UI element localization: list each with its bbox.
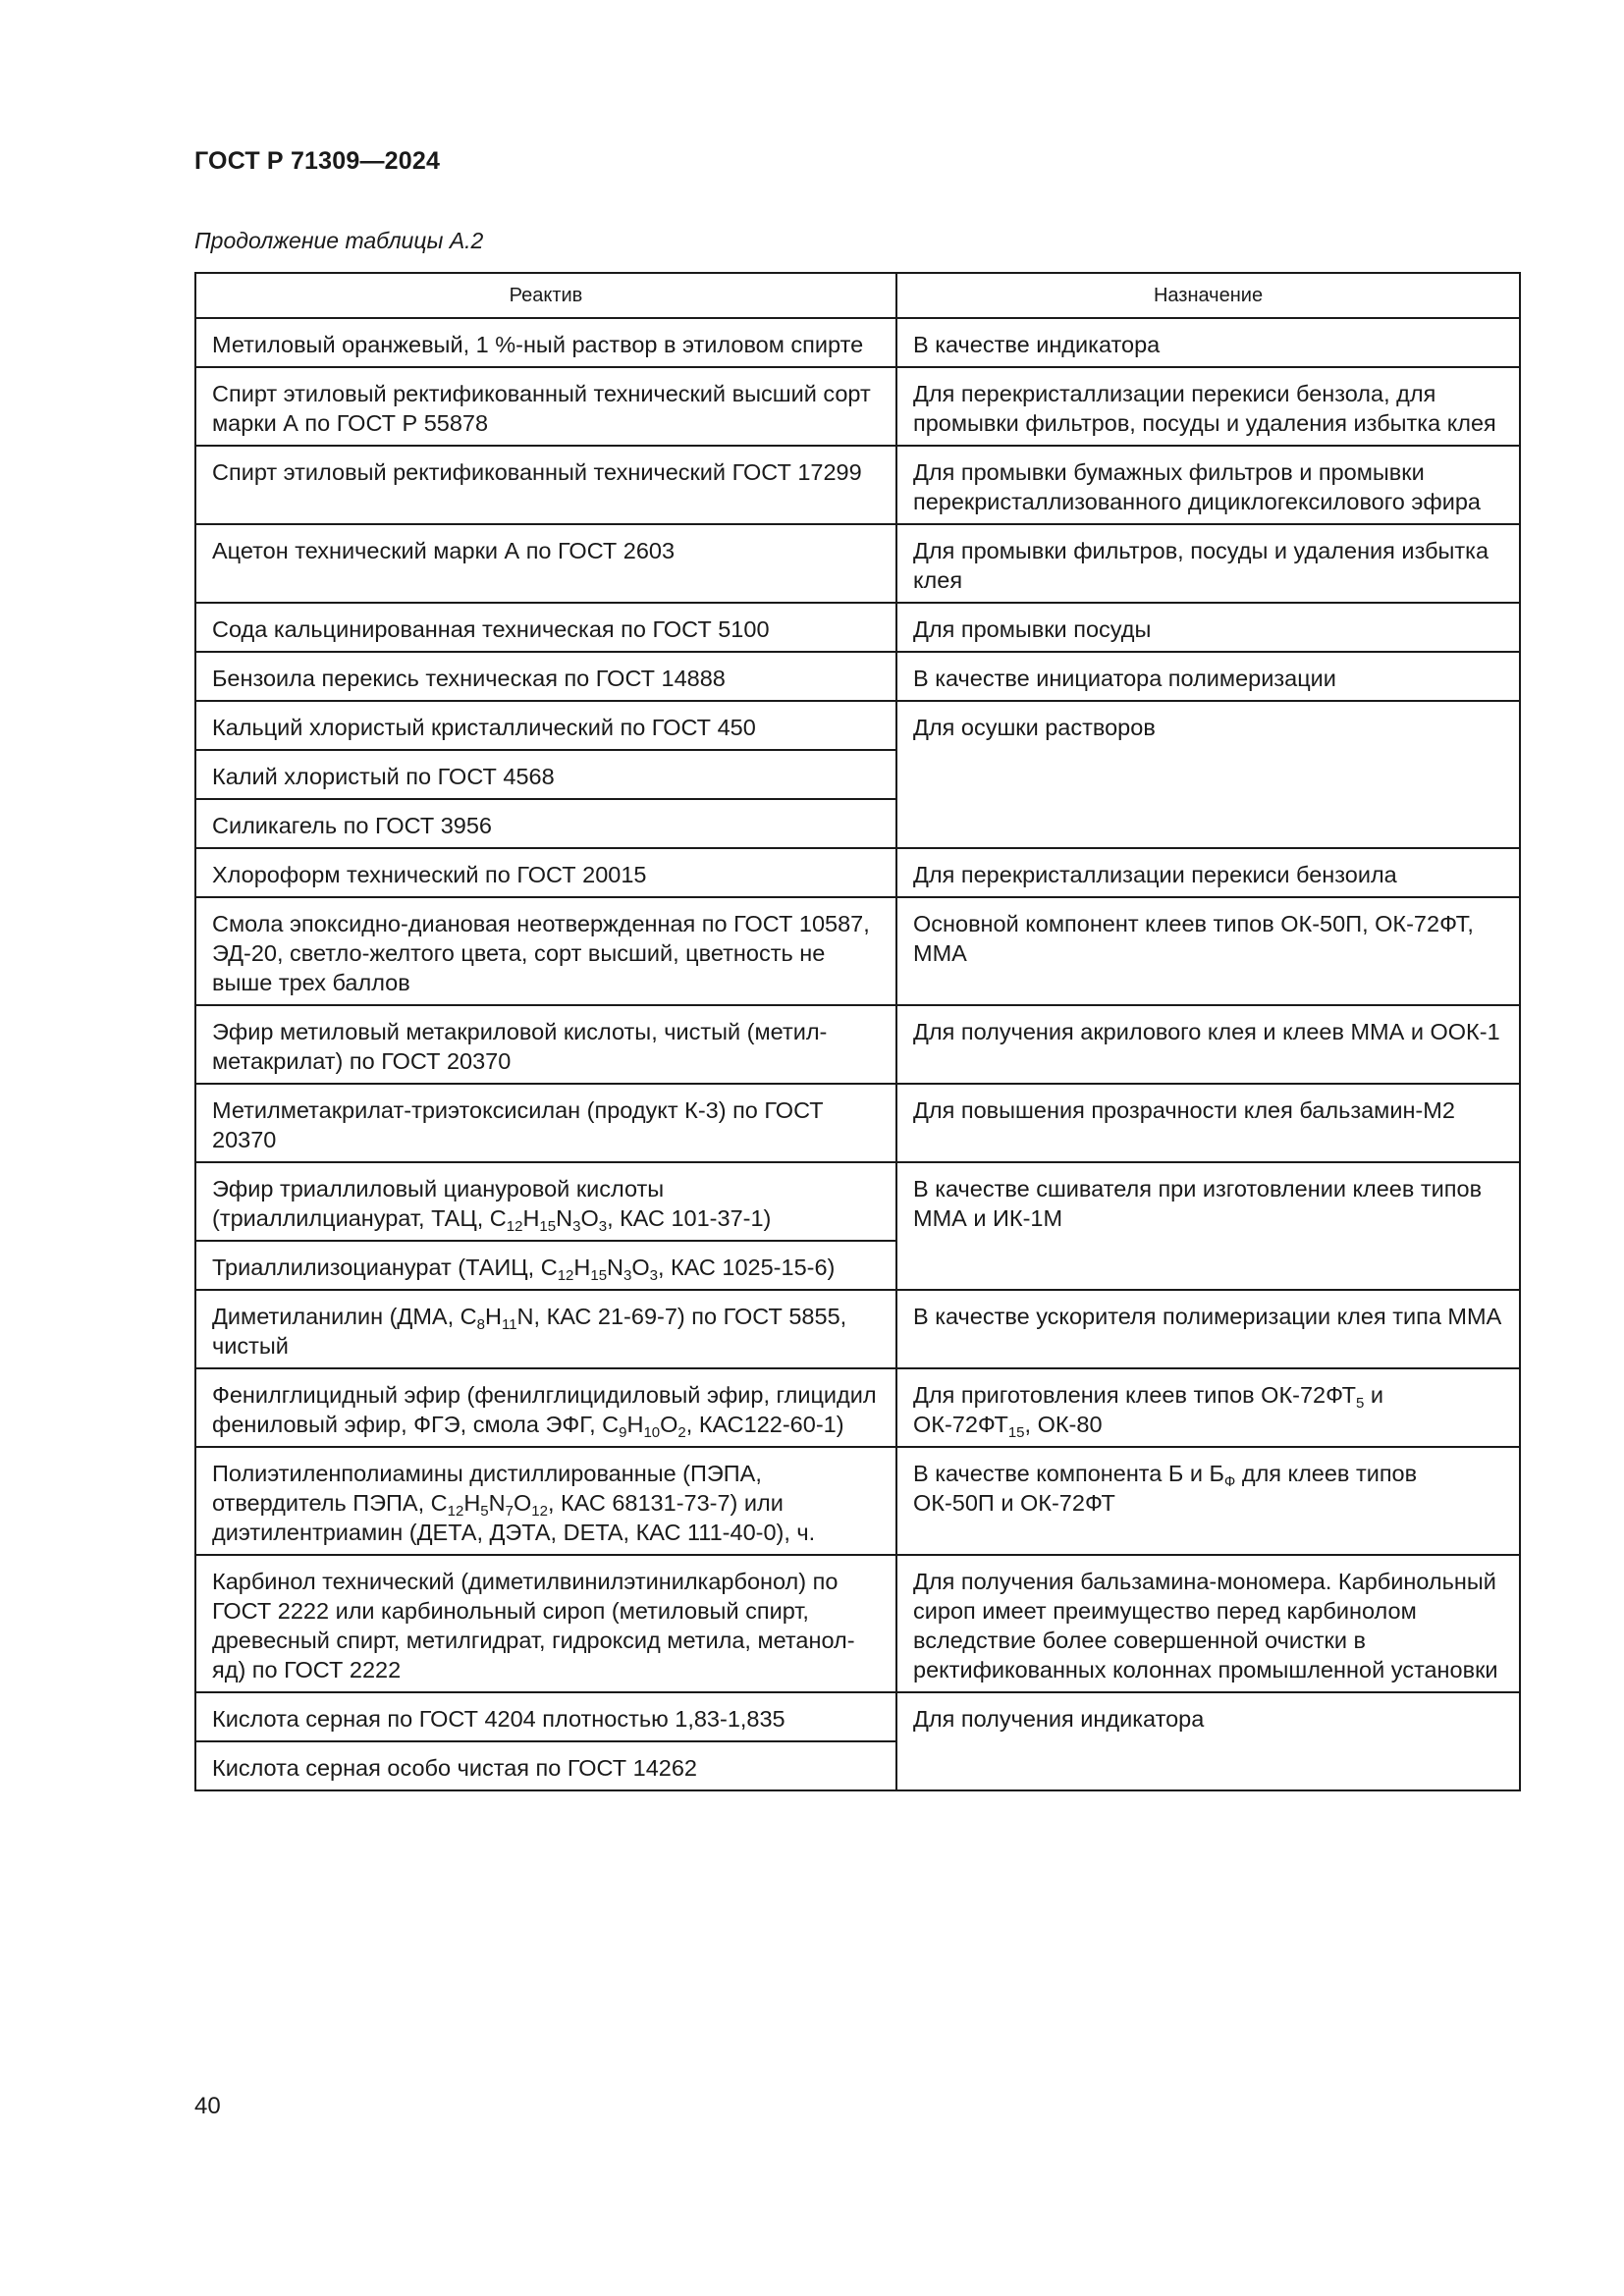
purpose-cell: Для промывки бумажных фильтров и промывки перекристаллизованного дициклогексилового эфира: [896, 446, 1520, 524]
reagents-table: [194, 272, 1521, 1791]
table-row: [195, 701, 1520, 750]
purpose-cell: Основной компонент клеев типов ОК-50П, ОК-72ФТ, ММА: [896, 897, 1520, 1005]
table-row: [195, 1162, 1520, 1241]
table-row: [195, 524, 1520, 603]
reagent-cell: Полиэтиленполиамины дистиллированные (ПЭПА, отвердитель ПЭПА, $C_{12}H_5N_7O_{12}$, КАС 68131-73-7) или диэтилентриамин (ДЕТА, ДЭТА, DETA, КАС 111-40-0), ч.: [195, 1447, 896, 1555]
reagent-cell: Метиловый оранжевый, 1 %-ный раствор в этиловом спирте: [195, 318, 896, 367]
reagent-cell: Хлороформ технический по ГОСТ 20015: [195, 848, 896, 897]
reagent-cell: Эфир метиловый метакриловой кислоты, чистый (метил-метакрилат) по ГОСТ 20370: [195, 1005, 896, 1084]
reagent-cell: Фенилглицидный эфир (фенилглицидиловый эфир, глицидил фениловый эфир, ФГЭ, смола ЭФГ, $C_9H_{10}O_2$, КАС122-60-1): [195, 1368, 896, 1447]
purpose-cell: В качестве индикатора: [896, 318, 1520, 367]
table-row: [195, 318, 1520, 367]
table-row: [195, 1368, 1520, 1447]
purpose-cell: В качестве инициатора полимеризации: [896, 652, 1520, 701]
purpose-cell: В качестве ускорителя полимеризации клея типа ММА: [896, 1290, 1520, 1368]
reagent-cell: Ацетон технический марки А по ГОСТ 2603: [195, 524, 896, 603]
table-row: [195, 1290, 1520, 1368]
purpose-cell: Для повышения прозрачности клея бальзамин-М2: [896, 1084, 1520, 1162]
table-row: [195, 446, 1520, 524]
reagent-cell: Карбинол технический (диметилвинилэтинилкарбонол) по ГОСТ 2222 или карбинольный сироп (метиловый спирт, древесный спирт, метилгидрат, гидроксид метила, метанол-яд) по ГОСТ 2222: [195, 1555, 896, 1692]
reagent-cell: Кислота серная по ГОСТ 4204 плотностью 1,83-1,835: [195, 1692, 896, 1741]
table-caption: Продолжение таблицы А.2: [194, 228, 484, 253]
table-row: [195, 1555, 1520, 1692]
reagent-cell: Метилметакрилат-триэтоксисилан (продукт К-3) по ГОСТ 20370: [195, 1084, 896, 1162]
reagent-cell: Смола эпоксидно-диановая неотвержденная по ГОСТ 10587, ЭД-20, светло-желтого цвета, сорт высший, цветность не выше трех баллов: [195, 897, 896, 1005]
purpose-cell: В качестве сшивателя при изготовлении клеев типов ММА и ИК-1М: [896, 1162, 1520, 1290]
table-row: [195, 1447, 1520, 1555]
page-number: 40: [194, 2093, 221, 2119]
purpose-cell: Для осушки растворов: [896, 701, 1520, 848]
purpose-cell: Для приготовления клеев типов $ОК-72ФТ_5$ и $ОК-72ФТ_{15}$, ОК-80: [896, 1368, 1520, 1447]
table-row: [195, 1692, 1520, 1741]
reagent-cell: Кислота серная особо чистая по ГОСТ 14262: [195, 1741, 896, 1790]
reagent-cell: Эфир триаллиловый циануровой кислоты (триаллилцианурат, ТАЦ, $C_{12}H_{15}N_3O_3$, КАС 101-37-1): [195, 1162, 896, 1241]
table-row: [195, 1084, 1520, 1162]
document-header: ГОСТ Р 71309—2024: [194, 147, 441, 175]
purpose-cell: Для перекристаллизации перекиси бензола, для промывки фильтров, посуды и удаления избытка клея: [896, 367, 1520, 446]
purpose-cell: Для перекристаллизации перекиси бензоила: [896, 848, 1520, 897]
purpose-cell: Для получения индикатора: [896, 1692, 1520, 1790]
reagent-cell: Кальций хлористый кристаллический по ГОСТ 450: [195, 701, 896, 750]
purpose-cell: Для промывки посуды: [896, 603, 1520, 652]
reagent-cell: Спирт этиловый ректификованный технический ГОСТ 17299: [195, 446, 896, 524]
column-header-purpose: Назначение: [896, 273, 1520, 318]
reagent-cell: Диметиланилин (ДМА, $C_8H_{11}N$, КАС 21-69-7) по ГОСТ 5855, чистый: [195, 1290, 896, 1368]
purpose-cell: Для получения акрилового клея и клеев ММА и ООК-1: [896, 1005, 1520, 1084]
table-header-row: [195, 273, 1520, 318]
table-row: [195, 652, 1520, 701]
table-row: [195, 603, 1520, 652]
column-header-reagent: Реактив: [195, 273, 896, 318]
reagent-cell: Триаллилизоцианурат (ТАИЦ, $C_{12}H_{15}N_3O_3$, КАС 1025-15-6): [195, 1241, 896, 1290]
table-row: [195, 848, 1520, 897]
reagent-cell: Спирт этиловый ректификованный технический высший сорт марки А по ГОСТ Р 55878: [195, 367, 896, 446]
table-row: [195, 1005, 1520, 1084]
purpose-cell: Для получения бальзамина-мономера. Карбинольный сироп имеет преимущество перед карбинолом вследствие более совершенной очистки в ректификованных колоннах промышленной установки: [896, 1555, 1520, 1692]
purpose-cell: В качестве компонента Б и $Б_Ф$ для клеев типов ОК-50П и ОК-72ФТ: [896, 1447, 1520, 1555]
reagent-cell: Калий хлористый по ГОСТ 4568: [195, 750, 896, 799]
table-row: [195, 897, 1520, 1005]
reagent-cell: Сода кальцинированная техническая по ГОСТ 5100: [195, 603, 896, 652]
purpose-cell: Для промывки фильтров, посуды и удаления избытка клея: [896, 524, 1520, 603]
table-row: [195, 367, 1520, 446]
reagent-cell: Бензоила перекись техническая по ГОСТ 14888: [195, 652, 896, 701]
reagent-cell: Силикагель по ГОСТ 3956: [195, 799, 896, 848]
